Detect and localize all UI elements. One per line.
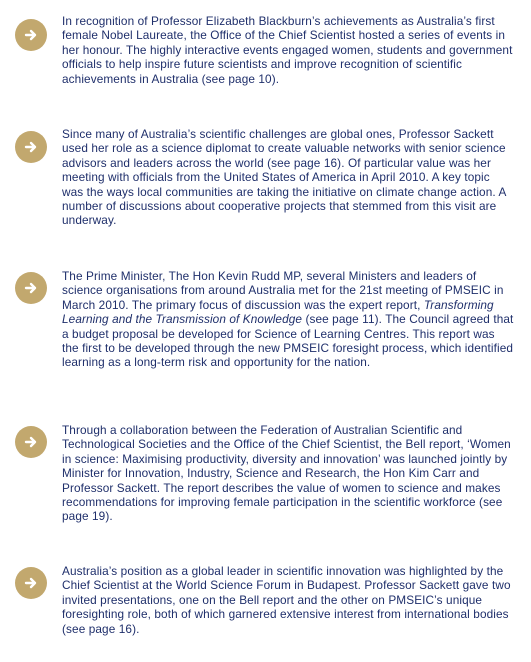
paragraph: Through a collaboration between the Federation of Australian Scientific and Technological Societies and the Office of the Chief Scientist, the Bell report, ‘Women in science: Maximising productivity, diversity and innovation’ was launched jointly by Minister for Innovation, Industry, Science and Research, the Hon Kim Carr and Professor Sackett. The report describes the value of women to science and makes recommendations for improving female participation in the scientific workforce (see page 19). [62, 423, 511, 524]
arrow-right-icon [24, 435, 38, 449]
bullet-circle [15, 272, 47, 304]
report-title: Transforming Learning and the Transmission of Knowledge [62, 297, 494, 327]
bullet-circle [15, 426, 47, 458]
bullet-circle [15, 567, 47, 599]
arrow-right-icon [24, 576, 38, 590]
arrow-right-icon [24, 140, 38, 154]
paragraph-text-after: (see page 11). The Council agreed that a budget proposal be developed for Science of Learning Centres. This report was the first to be developed through the new PMSEIC foresight process, which identified learning as a long-term risk and opportunity for the nation. [62, 312, 514, 370]
arrow-right-icon [24, 281, 38, 295]
arrow-right-icon [24, 28, 38, 42]
paragraph: Australia’s position as a global leader in scientific innovation was highlighted by the Chief Scientist at the World Science Forum in Budapest. Professor Sackett gave two invited presentations, one on the Bell report and the other on PMSEIC’s unique foresighting role, both of which garnered extensive interest from international bodies (see page 16). [62, 564, 511, 636]
paragraph: In recognition of Professor Elizabeth Blackburn’s achievements as Australia’s first female Nobel Laureate, the Office of the Chief Scientist hosted a series of events in her honour. The highly interactive events engaged women, students and government officials to help inspire future scientists and improve recognition of scientific achievements in Australia (see page 10). [62, 14, 513, 86]
paragraph [62, 269, 514, 370]
paragraph-text-before: The Prime Minister, The Hon Kevin Rudd MP, several Ministers and leaders of science organisations from around Australia met for the 21st meeting of PMSEIC in March 2010. The primary focus of discussion was the expert report, [62, 269, 504, 312]
bullet-circle [15, 131, 47, 163]
paragraph: Since many of Australia’s scientific challenges are global ones, Professor Sackett used her role as a science diplomat to create valuable networks with senior science advisors and leaders across the world (see page 16). Of particular value was her meeting with officials from the United States of America in April 2010. A key topic was the ways local communities are taking the initiative on climate change action. A number of discussions about cooperative projects that stemmed from this visit are underway. [62, 127, 506, 228]
bullet-circle [15, 19, 47, 51]
